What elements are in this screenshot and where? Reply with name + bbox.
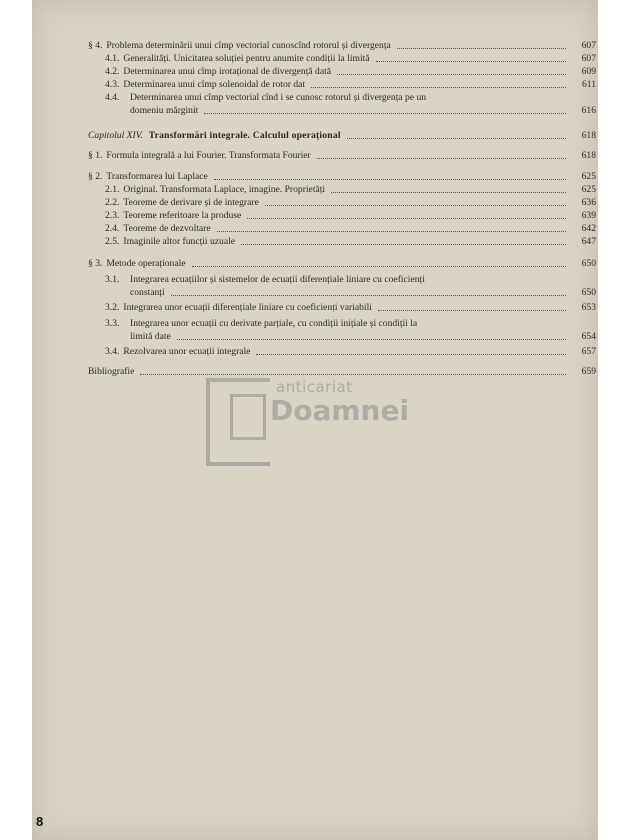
toc-entry-section-1 — [88, 150, 596, 162]
toc-entry-number: 4.1. — [105, 53, 120, 64]
toc-entry-number: 2.2. — [105, 197, 120, 208]
toc-entry-number: 2.5. — [105, 236, 120, 247]
toc-entry-title: Teoreme referitoare la produse — [123, 210, 242, 221]
toc-entry-page: 625 — [581, 171, 596, 182]
watermark-line1: anticariat — [276, 378, 353, 396]
toc-entry-page: 616 — [581, 105, 596, 116]
toc-entry-3-2 — [105, 302, 596, 314]
toc-entry-number: 3.2. — [105, 302, 120, 313]
toc-entry-page: 659 — [581, 366, 596, 377]
page-number: 8 — [36, 814, 44, 829]
toc-entry-number: 4.2. — [105, 66, 120, 77]
toc-entry-number: 2.1. — [105, 184, 120, 195]
toc-entry-number: 2.3. — [105, 210, 120, 221]
toc-entry-number: § 3. — [88, 258, 103, 269]
toc-entry-title: Metode operaționale — [106, 258, 186, 269]
toc-entry-number: 4.3. — [105, 79, 120, 90]
dot-leader — [317, 156, 566, 159]
toc-entry-title: Rezolvarea unor ecuații integrale — [123, 346, 251, 357]
toc-entry-number: § 1. — [88, 150, 103, 161]
dot-leader — [337, 72, 566, 75]
toc-entry-title: Integrarea unor ecuații diferențiale liniare cu coeficienți variabili — [123, 302, 372, 313]
toc-chapter-14 — [88, 130, 596, 142]
toc-entry-title: Imaginile altor funcții uzuale — [123, 236, 236, 247]
toc-entry-number: 3.4. — [105, 346, 120, 357]
toc-entry-title: Generalități. Unicitatea soluției pentru anumite condiții la limită — [123, 53, 370, 64]
watermark-line2: Doamnei — [270, 394, 410, 427]
toc-entry-title: domeniu mărginit — [130, 105, 199, 116]
dot-leader — [177, 337, 566, 340]
toc-entry-3-3-line1: Integrarea unor ecuații cu derivate parțiale, cu condiții inițiale și condiții la — [130, 318, 418, 329]
toc-entry-title: constanți — [130, 287, 165, 298]
chapter-title: Transformări integrale. Calculul operațional — [148, 130, 341, 141]
toc-entry-2-1 — [105, 184, 596, 196]
toc-entry-page: 611 — [581, 79, 596, 90]
toc-entry-page: 625 — [581, 184, 596, 195]
toc-entry-page: 639 — [581, 210, 596, 221]
dot-leader — [192, 264, 566, 267]
toc-entry-page: 642 — [581, 223, 596, 234]
toc-entry-4-3 — [105, 79, 596, 91]
toc-entry-page: 618 — [581, 130, 596, 141]
dot-leader — [265, 203, 566, 206]
dot-leader — [378, 308, 566, 311]
toc-entry-title: Determinarea unui cîmp irotațional de divergență dată — [123, 66, 331, 77]
dot-leader — [397, 46, 566, 49]
toc-entry-2-5 — [105, 236, 596, 248]
dot-leader — [331, 190, 566, 193]
toc-entry-4-2 — [105, 66, 596, 78]
toc-entry-2-4 — [105, 223, 596, 235]
watermark-book-icon — [230, 394, 266, 440]
toc-entry-title: Teoreme de dezvoltare — [123, 223, 211, 234]
toc-entry-4-4-line1: Determinarea unui cîmp vectorial cînd i se cunosc rotorul și divergența pe un — [130, 92, 427, 103]
dot-leader — [171, 293, 566, 296]
toc-entry-3-1-line1: Integrarea ecuațiilor și sistemelor de ecuații diferențiale liniare cu coeficienți — [130, 274, 425, 285]
dot-leader — [247, 216, 566, 219]
toc-entry-title: Formula integrală a lui Fourier. Transformata Fourier — [106, 150, 311, 161]
scan-margin — [598, 0, 630, 840]
watermark-logo — [206, 348, 410, 460]
toc-entry-3-1 — [130, 287, 596, 299]
toc-entry-3-3 — [130, 331, 596, 343]
toc-entry-page: 654 — [581, 331, 596, 342]
toc-entry-title: Problema determinării unui cîmp vectorial cunoscînd rotorul și divergența — [106, 40, 391, 51]
toc-entry-page: 607 — [581, 53, 596, 64]
toc-entry-number: 3.1. — [105, 274, 120, 285]
dot-leader — [241, 242, 566, 245]
toc-entry-page: 618 — [581, 150, 596, 161]
toc-entry-page: 609 — [581, 66, 596, 77]
dot-leader — [311, 85, 566, 88]
dot-leader — [376, 59, 566, 62]
dot-leader — [347, 136, 566, 139]
toc-entry-page: 650 — [581, 258, 596, 269]
toc-entry-4-1 — [105, 53, 596, 65]
toc-entry-section-2 — [88, 171, 596, 183]
toc-entry-page: 636 — [581, 197, 596, 208]
dot-leader — [214, 177, 566, 180]
toc-entry-title: Teoreme de derivare și de integrare — [123, 197, 259, 208]
toc-entry-page: 657 — [581, 346, 596, 357]
toc-entry-number: 2.4. — [105, 223, 120, 234]
toc-entry-2-2 — [105, 197, 596, 209]
dot-leader — [204, 111, 566, 114]
toc-entry-page: 650 — [581, 287, 596, 298]
toc-entry-page: 607 — [581, 40, 596, 51]
toc-entry-page: 653 — [581, 302, 596, 313]
toc-entry-number: 4.4. — [105, 92, 120, 103]
toc-entry-4-4 — [130, 105, 596, 117]
toc-entry-section-3 — [88, 258, 596, 270]
toc-entry-title: limită date — [130, 331, 171, 342]
toc-entry-number: 3.3. — [105, 318, 120, 329]
toc-entry-page: 647 — [581, 236, 596, 247]
toc-entry-title: Determinarea unui cîmp solenoidal de rotor dat — [123, 79, 306, 90]
toc-entry-number: § 2. — [88, 171, 103, 182]
toc-entry-title: Original. Transformata Laplace, imagine. Proprietăți — [123, 184, 326, 195]
chapter-label: Capitolul XIV. — [88, 130, 143, 141]
toc-entry-title: Transformarea lui Laplace — [106, 171, 208, 182]
toc-entry-section-4 — [88, 40, 596, 52]
dot-leader — [217, 229, 566, 232]
toc-entry-number: § 4. — [88, 40, 103, 51]
toc-entry-2-3 — [105, 210, 596, 222]
toc-entry-title: Bibliografie — [88, 366, 135, 377]
